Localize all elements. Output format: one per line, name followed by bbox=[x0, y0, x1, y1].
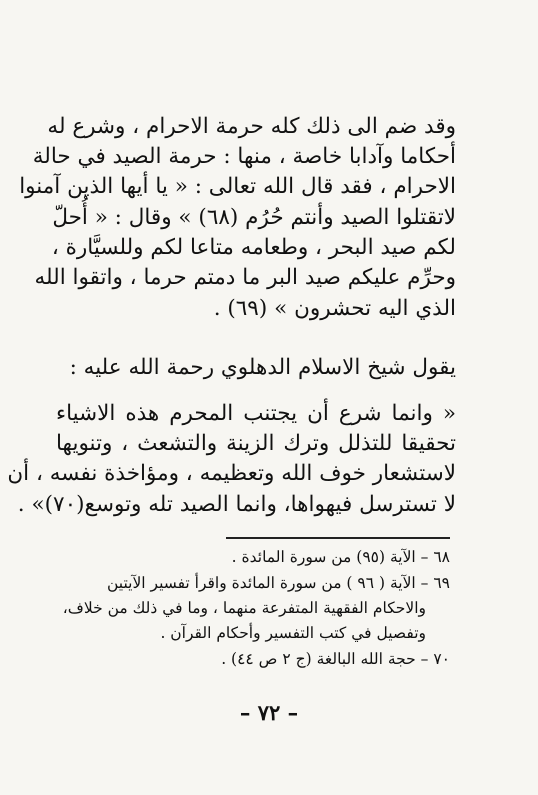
paragraph-1-line-2: أحكاما وآدابا خاصة ، منها : حرمة الصيد في حالة bbox=[32, 144, 456, 169]
footnote-70: ٧٠ – حجة الله البالغة (ج ٢ ص ٤٤) . bbox=[221, 650, 450, 668]
page-number: – ٧٢ – bbox=[239, 700, 299, 725]
footnote-69-line-3: وتفصيل في كتب التفسير وأحكام القرآن . bbox=[160, 624, 426, 642]
quote-intro: يقول شيخ الاسلام الدهلوي رحمة الله عليه : bbox=[69, 355, 456, 380]
paragraph-1-line-3: الاحرام ، فقد قال الله تعالى : « يا أيها الذين آمنوا bbox=[19, 174, 456, 199]
paragraph-1-line-7: الذي اليه تحشرون » (٦٩) . bbox=[213, 296, 456, 321]
paragraph-2-line-1: « وانما شرع أن يجتنب المحرم هذه الاشياء bbox=[56, 401, 456, 426]
paragraph-2-line-2: تحقيقا للتذلل وترك الزينة والتشعث ، وتنويها bbox=[56, 431, 456, 456]
footnote-separator bbox=[226, 537, 450, 539]
footnote-68: ٦٨ – الآية (٩٥) من سورة المائدة . bbox=[231, 548, 450, 566]
paragraph-1-line-4: لاتقتلوا الصيد وأنتم حُرُم (٦٨) » وقال : « أُحلّ bbox=[52, 205, 456, 230]
footnote-69-line-2: والاحكام الفقهية المتفرعة منهما ، وما في ذلك من خلاف، bbox=[62, 599, 426, 617]
paragraph-2-line-3: لاستشعار خوف الله وتعظيمه ، ومؤاخذة نفسه ، أن bbox=[7, 461, 456, 486]
paragraph-1-line-1: وقد ضم الى ذلك كله حرمة الاحرام ، وشرع له bbox=[47, 114, 456, 139]
paragraph-1-line-6: وحرِّم عليكم صيد البر ما دمتم حرما ، واتقوا الله bbox=[34, 265, 456, 290]
footnote-69-line-1: ٦٩ – الآية ( ٩٦ ) من سورة المائدة واقرأ تفسير الآيتين bbox=[106, 574, 450, 592]
paragraph-1-line-5: لكم صيد البحر ، وطعامه متاعا لكم وللسيَّارة ، bbox=[51, 235, 456, 260]
paragraph-2-line-4: لا تسترسل فيهواها، وانما الصيد تله وتوسع(٧٠)» . bbox=[17, 492, 456, 517]
